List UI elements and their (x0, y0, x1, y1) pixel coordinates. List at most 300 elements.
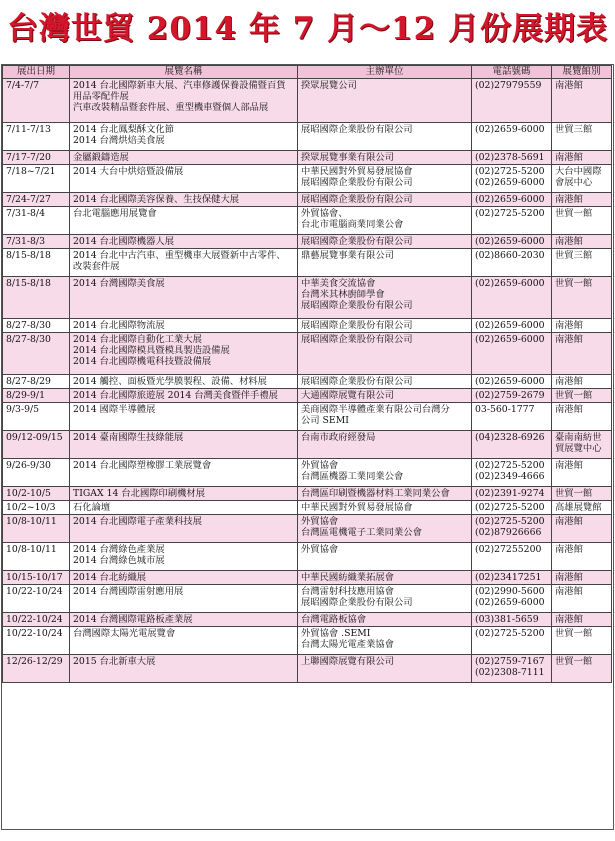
cell-name-line: 2015 台北新車大展 (73, 656, 156, 667)
cell-organizer (298, 319, 472, 333)
cell-phone (472, 655, 552, 683)
header-organizer: 主辦單位 (298, 66, 472, 79)
cell-organizer-line: 外貿協會 (301, 544, 339, 555)
cell-date (3, 389, 70, 403)
cell-name-line: 2014 觸控、面板暨光學膜製程、設備、材料展 (73, 376, 267, 387)
cell-date (3, 543, 70, 571)
cell-hall (552, 319, 612, 333)
cell-organizer-line: 展昭國際企業股份有限公司 (301, 177, 413, 188)
cell-date (3, 277, 70, 319)
cell-name-line: 2014 台北鳳梨酥文化節 (73, 124, 174, 135)
cell-phone-line: (02)2659-6000 (475, 278, 545, 289)
cell-name (70, 627, 298, 655)
cell-organizer (298, 277, 472, 319)
exhibition-schedule-table (2, 65, 612, 683)
cell-organizer (298, 655, 472, 683)
cell-name (70, 501, 298, 515)
cell-organizer (298, 627, 472, 655)
cell-date-text: 7/31-8/3 (6, 236, 45, 247)
cell-organizer (298, 249, 472, 277)
cell-organizer-line: 台灣電路板協會 (301, 614, 367, 625)
cell-organizer-line: 中華民國對外貿易發展協會 (301, 166, 413, 177)
table-row (3, 319, 612, 333)
cell-organizer-line: 外貿協會 .SEMI (301, 628, 371, 639)
cell-date-text: 10/8-10/11 (6, 544, 57, 555)
cell-hall-line: 世貿一館 (555, 278, 593, 289)
cell-organizer (298, 333, 472, 375)
cell-hall-line: 世貿一館 (555, 208, 593, 219)
cell-hall (552, 79, 612, 123)
cell-date-text: 7/31-8/4 (6, 208, 45, 219)
cell-hall (552, 277, 612, 319)
cell-organizer (298, 585, 472, 613)
cell-phone-line: (02)23417251 (475, 572, 542, 583)
cell-phone (472, 585, 552, 613)
cell-organizer (298, 543, 472, 571)
cell-organizer (298, 375, 472, 389)
cell-organizer-line: 上聯國際展覽有限公司 (301, 656, 394, 667)
cell-name-line: 2014 台北國際自動化工業大展 (73, 334, 202, 345)
cell-organizer (298, 515, 472, 543)
cell-hall (552, 333, 612, 375)
cell-organizer-line: 台灣區印刷暨機器材料工業同業公會 (301, 488, 450, 499)
cell-name-line: 2014 臺南國際生技綠能展 (73, 432, 184, 443)
cell-phone-line: (02)2725-5200 (475, 628, 545, 639)
cell-phone (472, 487, 552, 501)
cell-name (70, 571, 298, 585)
cell-organizer-line: 外貿協會 (301, 460, 339, 471)
cell-name (70, 389, 298, 403)
cell-phone (472, 123, 552, 151)
cell-date-text: 8/27-8/30 (6, 320, 51, 331)
table-row (3, 655, 612, 683)
cell-organizer-line: 展昭國際企業股份有限公司 (301, 236, 413, 247)
cell-organizer-line: 揆眾展覽事業有限公司 (301, 152, 394, 163)
cell-name-line: 2014 台北國際新車大展、汽車修護保養設備暨百貨用品零配件展 (73, 80, 286, 102)
cell-phone-line: (02)2349-4666 (475, 471, 545, 482)
cell-name (70, 193, 298, 207)
cell-phone-line: (02)2725-5200 (475, 502, 545, 513)
cell-name-line: 2014 台灣烘焙美食展 (73, 135, 165, 146)
cell-hall (552, 459, 612, 487)
cell-phone-line: 03-560-1777 (475, 404, 535, 415)
cell-date-text: 8/27-8/29 (6, 376, 51, 387)
cell-hall-line: 南港館 (555, 236, 583, 247)
cell-phone-line: (04)2328-6926 (475, 432, 545, 443)
cell-phone-line: (02)27979559 (475, 80, 542, 91)
cell-organizer (298, 165, 472, 193)
page-title: 台灣世貿 2014 年 7 月～12 月份展期表 (7, 11, 608, 47)
cell-name-line: 2014 台北國際機器人展 (73, 236, 174, 247)
cell-date-text: 12/26-12/29 (6, 656, 63, 667)
cell-date-text: 8/15-8/18 (6, 278, 51, 289)
cell-phone (472, 235, 552, 249)
table-row (3, 79, 612, 123)
cell-organizer-line: 展昭國際企業股份有限公司 (301, 320, 413, 331)
cell-date (3, 165, 70, 193)
cell-name-line: 2014 台北中古汽車、重型機車大展暨新中古零件、改裝套件展 (73, 250, 286, 272)
cell-phone-line: (02)2659-6000 (475, 124, 545, 135)
cell-phone (472, 193, 552, 207)
cell-phone-line: (03)381-5659 (475, 614, 539, 625)
cell-name (70, 375, 298, 389)
cell-organizer (298, 235, 472, 249)
cell-name (70, 123, 298, 151)
cell-hall-line: 南港館 (555, 404, 583, 415)
cell-organizer-line: 公司 SEMI (301, 415, 349, 426)
cell-hall (552, 403, 612, 431)
cell-phone (472, 151, 552, 165)
cell-date (3, 655, 70, 683)
cell-date-text: 10/22-10/24 (6, 586, 63, 597)
cell-organizer-line: 台北市電腦商業同業公會 (301, 219, 404, 230)
cell-date (3, 333, 70, 375)
cell-name (70, 235, 298, 249)
cell-hall (552, 151, 612, 165)
cell-hall-line: 會展中心 (555, 177, 593, 188)
cell-date-text: 09/12-09/15 (6, 432, 63, 443)
cell-phone-line: (02)2759-7167 (475, 656, 545, 667)
cell-date-text: 10/2-10/5 (6, 488, 51, 499)
cell-hall-line: 南港館 (555, 572, 583, 583)
cell-organizer-line: 揆眾展覽公司 (301, 80, 357, 91)
table-row (3, 277, 612, 319)
table-row (3, 207, 612, 235)
cell-hall-line: 南港館 (555, 376, 583, 387)
table-row (3, 123, 612, 151)
cell-hall (552, 207, 612, 235)
cell-date (3, 235, 70, 249)
cell-phone (472, 613, 552, 627)
cell-date (3, 459, 70, 487)
cell-phone-line: (02)2725-5200 (475, 166, 545, 177)
cell-hall (552, 613, 612, 627)
cell-date (3, 627, 70, 655)
cell-hall-line: 南港館 (555, 516, 583, 527)
cell-phone (472, 515, 552, 543)
cell-hall-line: 世貿三館 (555, 250, 593, 261)
cell-hall (552, 375, 612, 389)
cell-phone-line: (02)8660-2030 (475, 250, 545, 261)
cell-name (70, 165, 298, 193)
cell-organizer-line: 展昭國際企業股份有限公司 (301, 334, 413, 345)
cell-date (3, 375, 70, 389)
header-date: 展出日期 (3, 66, 70, 79)
cell-name (70, 207, 298, 235)
cell-organizer-line: 展昭國際企業股份有限公司 (301, 194, 413, 205)
cell-hall-line: 大台中國際 (555, 166, 602, 177)
cell-organizer-line: 中華民國對外貿易發展協會 (301, 502, 413, 513)
cell-organizer-line: 台灣區機器工業同業公會 (301, 471, 404, 482)
cell-phone-line: (02)2391-9274 (475, 488, 545, 499)
cell-date-text: 7/18~7/21 (6, 166, 56, 177)
cell-hall-line: 世貿一館 (555, 628, 593, 639)
table-row (3, 389, 612, 403)
cell-hall-line: 南港館 (555, 194, 583, 205)
cell-date-text: 8/15-8/18 (6, 250, 51, 261)
cell-phone (472, 571, 552, 585)
cell-hall-line: 世貿一館 (555, 390, 593, 401)
cell-hall (552, 123, 612, 151)
cell-phone (472, 431, 552, 459)
cell-phone-line: (02)2659-6000 (475, 177, 545, 188)
cell-phone-line: (02)2659-6000 (475, 597, 545, 608)
table-row (3, 613, 612, 627)
cell-name (70, 585, 298, 613)
cell-name-line: 2014 國際半導體展 (73, 404, 156, 415)
cell-hall (552, 655, 612, 683)
table-row (3, 627, 612, 655)
cell-date (3, 249, 70, 277)
cell-name (70, 655, 298, 683)
cell-name-line: 2014 台北紡織展 (73, 572, 147, 583)
cell-name-line: 2014 台北國際塑橡膠工業展覽會 (73, 460, 212, 471)
cell-phone-line: (02)2725-5200 (475, 460, 545, 471)
cell-date (3, 319, 70, 333)
cell-name-line: 2014 台北國際機電科技暨設備展 (73, 356, 212, 367)
cell-organizer-line: 台灣米其林廚師學會 (301, 289, 385, 300)
cell-name-line: 汽車改裝精品暨套件展、重型機車暨個人部品展 (73, 102, 269, 113)
cell-phone (472, 165, 552, 193)
cell-phone-line: (02)2378-5691 (475, 152, 545, 163)
cell-date (3, 431, 70, 459)
cell-name-line: 2014 台北國際電子產業科技展 (73, 516, 202, 527)
cell-phone-line: (02)2759-2679 (475, 390, 545, 401)
cell-date-text: 10/15-10/17 (6, 572, 63, 583)
cell-organizer-line: 外貿協會 (301, 516, 339, 527)
cell-organizer (298, 79, 472, 123)
cell-name-line: 2014 台北國際旅遊展 2014 台灣美食暨伴手禮展 (73, 390, 278, 401)
table-row (3, 585, 612, 613)
cell-phone-line: (02)27255200 (475, 544, 542, 555)
cell-hall (552, 165, 612, 193)
cell-name (70, 459, 298, 487)
cell-date (3, 79, 70, 123)
cell-date (3, 123, 70, 151)
cell-organizer (298, 389, 472, 403)
table-row (3, 431, 612, 459)
cell-name (70, 613, 298, 627)
cell-date (3, 501, 70, 515)
cell-phone (472, 459, 552, 487)
header-phone: 電話號碼 (472, 66, 552, 79)
cell-organizer (298, 459, 472, 487)
cell-organizer (298, 207, 472, 235)
cell-organizer (298, 571, 472, 585)
cell-name-line: 台北電腦應用展覽會 (73, 208, 157, 219)
cell-date (3, 207, 70, 235)
cell-organizer-line: 台灣太陽光電產業協會 (301, 639, 394, 650)
cell-name (70, 319, 298, 333)
cell-date (3, 487, 70, 501)
cell-hall-line: 臺南南紡世 (555, 432, 602, 443)
cell-date-text: 9/26-9/30 (6, 460, 51, 471)
cell-organizer (298, 487, 472, 501)
cell-hall-line: 南港館 (555, 544, 583, 555)
cell-organizer (298, 151, 472, 165)
cell-name-line: 2014 台北國際物流展 (73, 320, 165, 331)
cell-name-line: 2014 台灣綠色產業展 (73, 544, 165, 555)
cell-hall-line: 南港館 (555, 586, 583, 597)
cell-organizer-line: 台灣雷射科技應用協會 (301, 586, 394, 597)
cell-hall-line: 貿展覽中心 (555, 443, 602, 454)
table-row (3, 193, 612, 207)
cell-phone (472, 277, 552, 319)
cell-hall (552, 571, 612, 585)
cell-organizer-line: 展昭國際企業股份有限公司 (301, 376, 413, 387)
cell-name (70, 333, 298, 375)
cell-name-line: 台灣國際太陽光電展覽會 (73, 628, 176, 639)
table-row (3, 515, 612, 543)
cell-hall (552, 389, 612, 403)
cell-phone-line: (02)2990-5600 (475, 586, 545, 597)
cell-date (3, 403, 70, 431)
cell-organizer (298, 501, 472, 515)
cell-organizer (298, 123, 472, 151)
cell-phone-line: (02)2308-7111 (475, 667, 545, 678)
table-row (3, 151, 612, 165)
cell-date-text: 10/8-10/11 (6, 516, 57, 527)
cell-hall-line: 世貿一館 (555, 656, 593, 667)
cell-organizer-line: 台灣區電機電子工業同業公會 (301, 527, 422, 538)
cell-name (70, 151, 298, 165)
cell-phone (472, 249, 552, 277)
cell-name-line: 石化論壇 (73, 502, 111, 513)
cell-hall (552, 249, 612, 277)
cell-phone-line: (02)2725-5200 (475, 208, 545, 219)
table-row (3, 249, 612, 277)
table-row (3, 543, 612, 571)
table-row (3, 403, 612, 431)
cell-organizer (298, 403, 472, 431)
cell-hall-line: 高雄展覽館 (555, 502, 602, 513)
cell-date-text: 10/2~10/3 (6, 502, 56, 513)
cell-name-line: 2014 台灣國際電路板產業展 (73, 614, 193, 625)
cell-hall (552, 235, 612, 249)
cell-date-text: 7/17-7/20 (6, 152, 51, 163)
table-row (3, 375, 612, 389)
cell-organizer-line: 鼎藝展覽事業有限公司 (301, 250, 394, 261)
header-name: 展覽名稱 (70, 66, 298, 79)
cell-name-line: 2014 台灣國際美食展 (73, 278, 165, 289)
cell-phone (472, 501, 552, 515)
cell-hall (552, 431, 612, 459)
cell-name (70, 515, 298, 543)
cell-phone-line: (02)2659-6000 (475, 334, 545, 345)
cell-phone-line: (02)2659-6000 (475, 236, 545, 247)
cell-hall-line: 南港館 (555, 320, 583, 331)
cell-phone (472, 543, 552, 571)
cell-name-line: 2014 大台中烘焙暨設備展 (73, 166, 184, 177)
cell-name (70, 543, 298, 571)
table-row (3, 165, 612, 193)
cell-phone (472, 375, 552, 389)
cell-phone (472, 333, 552, 375)
cell-date-text: 7/4-7/7 (6, 80, 40, 91)
cell-organizer-line: 中華美食交流協會 (301, 278, 376, 289)
cell-organizer-line: 台南市政府經發局 (301, 432, 376, 443)
cell-phone (472, 207, 552, 235)
cell-hall-line: 南港館 (555, 460, 583, 471)
cell-organizer-line: 大通國際展覽有限公司 (301, 390, 394, 401)
cell-organizer-line: 展昭國際企業股份有限公司 (301, 124, 413, 135)
cell-date-text: 8/27-8/30 (6, 334, 51, 345)
cell-hall-line: 世貿一館 (555, 488, 593, 499)
cell-organizer-line: 外貿協會、 (301, 208, 348, 219)
cell-name-line: 2014 台北國際美容保養、生技保健大展 (73, 194, 240, 205)
cell-date (3, 613, 70, 627)
header-hall: 展覽館別 (552, 66, 612, 79)
cell-date-text: 8/29-9/1 (6, 390, 45, 401)
cell-name-line: 2014 台灣國際雷射應用展 (73, 586, 184, 597)
cell-date (3, 585, 70, 613)
cell-phone-line: (02)2659-6000 (475, 320, 545, 331)
cell-organizer-line: 美商國際半導體產業有限公司台灣分 (301, 404, 450, 415)
cell-name-line: 金屬鍛鑄造展 (73, 152, 129, 163)
cell-date-text: 9/3-9/5 (6, 404, 40, 415)
cell-date (3, 515, 70, 543)
cell-hall (552, 543, 612, 571)
cell-name-line: TIGAX 14 台北國際印刷機材展 (73, 488, 206, 499)
cell-name-line: 2014 台北國際模具暨模具製造設備展 (73, 345, 230, 356)
cell-hall (552, 501, 612, 515)
cell-name (70, 431, 298, 459)
cell-phone-line: (02)2659-6000 (475, 194, 545, 205)
cell-phone (472, 389, 552, 403)
cell-name (70, 79, 298, 123)
cell-name-line: 2014 台灣綠色城市展 (73, 555, 165, 566)
cell-hall (552, 627, 612, 655)
cell-phone (472, 319, 552, 333)
cell-date-text: 7/11-7/13 (6, 124, 51, 135)
cell-name (70, 277, 298, 319)
cell-date-text: 10/22-10/24 (6, 628, 63, 639)
cell-hall-line: 南港館 (555, 80, 583, 91)
cell-name (70, 249, 298, 277)
table-row (3, 487, 612, 501)
cell-date-text: 10/22-10/24 (6, 614, 63, 625)
cell-phone-line: (02)87926666 (475, 527, 542, 538)
cell-phone-line: (02)2725-5200 (475, 516, 545, 527)
cell-organizer-line: 展昭國際企業股份有限公司 (301, 300, 413, 311)
table-header-row (3, 66, 612, 79)
cell-phone (472, 627, 552, 655)
cell-organizer (298, 431, 472, 459)
cell-phone (472, 403, 552, 431)
cell-organizer (298, 193, 472, 207)
cell-date (3, 571, 70, 585)
cell-organizer-line: 展昭國際企業股份有限公司 (301, 597, 413, 608)
table-row (3, 235, 612, 249)
cell-hall-line: 世貿三館 (555, 124, 593, 135)
table-row (3, 571, 612, 585)
cell-hall-line: 南港館 (555, 334, 583, 345)
cell-organizer-line: 中華民國紡織業拓展會 (301, 572, 394, 583)
cell-date (3, 151, 70, 165)
cell-phone (472, 79, 552, 123)
cell-name (70, 403, 298, 431)
cell-hall-line: 南港館 (555, 614, 583, 625)
cell-hall-line: 南港館 (555, 152, 583, 163)
cell-date (3, 193, 70, 207)
cell-phone-line: (02)2659-6000 (475, 376, 545, 387)
cell-hall (552, 487, 612, 501)
table-row (3, 333, 612, 375)
cell-organizer (298, 613, 472, 627)
table-row (3, 459, 612, 487)
table-row (3, 501, 612, 515)
cell-hall (552, 585, 612, 613)
